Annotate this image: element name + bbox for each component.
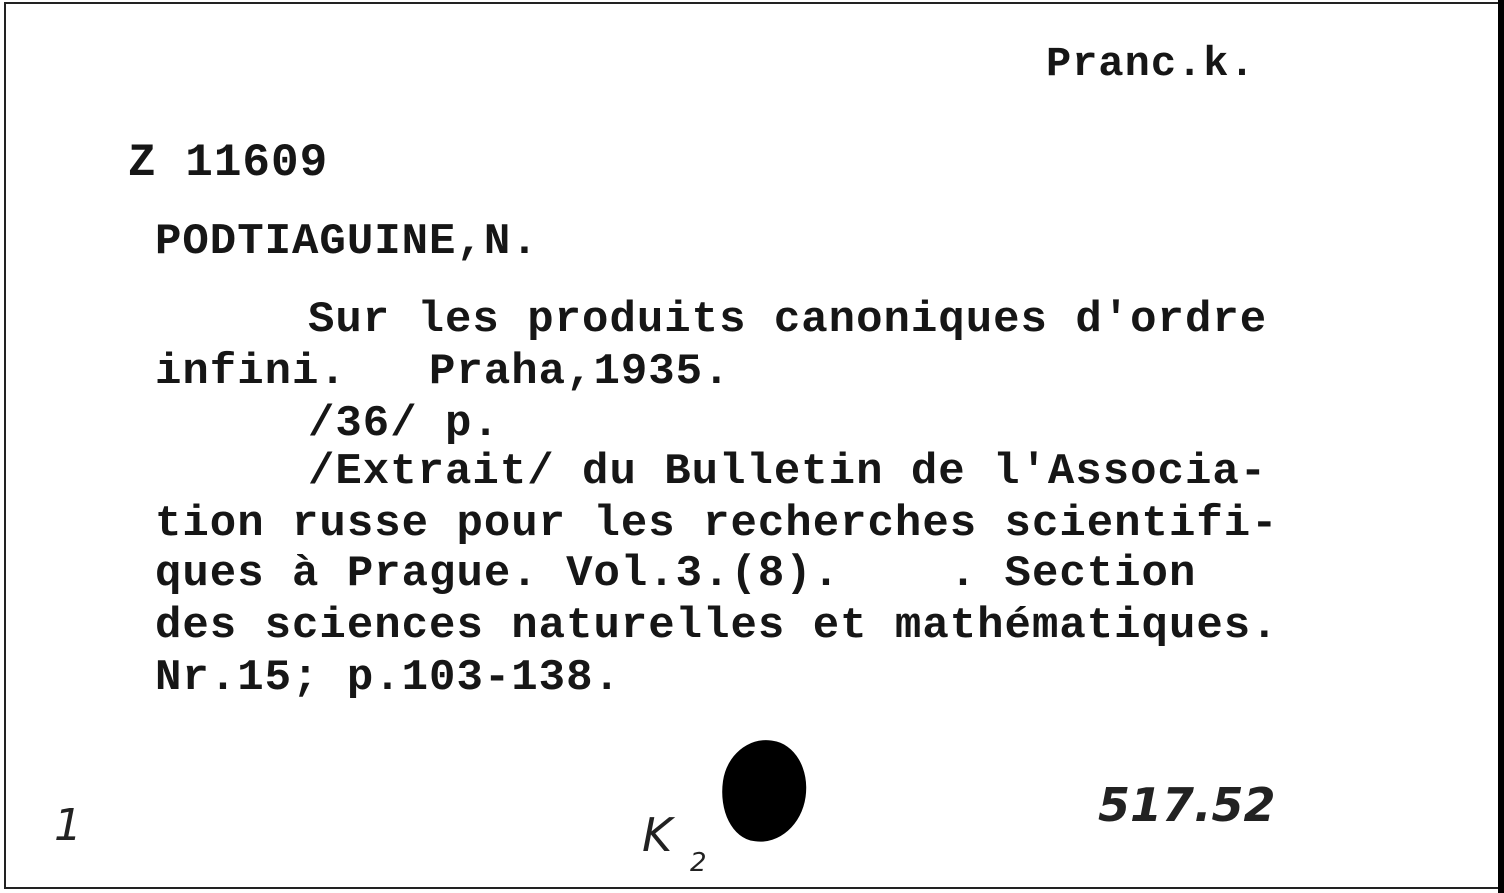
call-number: Z 11609 (128, 137, 329, 189)
title-line-1: Sur les produits canoniques d'ordre (308, 295, 1268, 345)
author-heading: PODTIAGUINE,N. (155, 217, 539, 267)
location-code: Pranc.k. (1046, 40, 1256, 88)
note-line-2: tion russe pour les recherches scientifi- (155, 499, 1279, 549)
note-line-1: /Extrait/ du Bulletin de l'Associa- (308, 447, 1268, 497)
handwritten-classification: 517.52 (1098, 778, 1276, 832)
pagination: /36/ p. (308, 399, 500, 449)
title-line-2: infini. Praha,1935. (155, 347, 731, 397)
note-line-3: ques à Prague. Vol.3.(8). . Section (155, 549, 1197, 599)
card-edge-shadow (1498, 0, 1504, 893)
note-line-5: Nr.15; p.103-138. (155, 653, 621, 703)
handwritten-initial-sub: 2 (690, 848, 707, 878)
handwritten-initial: K (642, 808, 673, 862)
note-line-4: des sciences naturelles et mathématiques. (155, 601, 1279, 651)
handwritten-left-mark: 1 (54, 800, 82, 851)
